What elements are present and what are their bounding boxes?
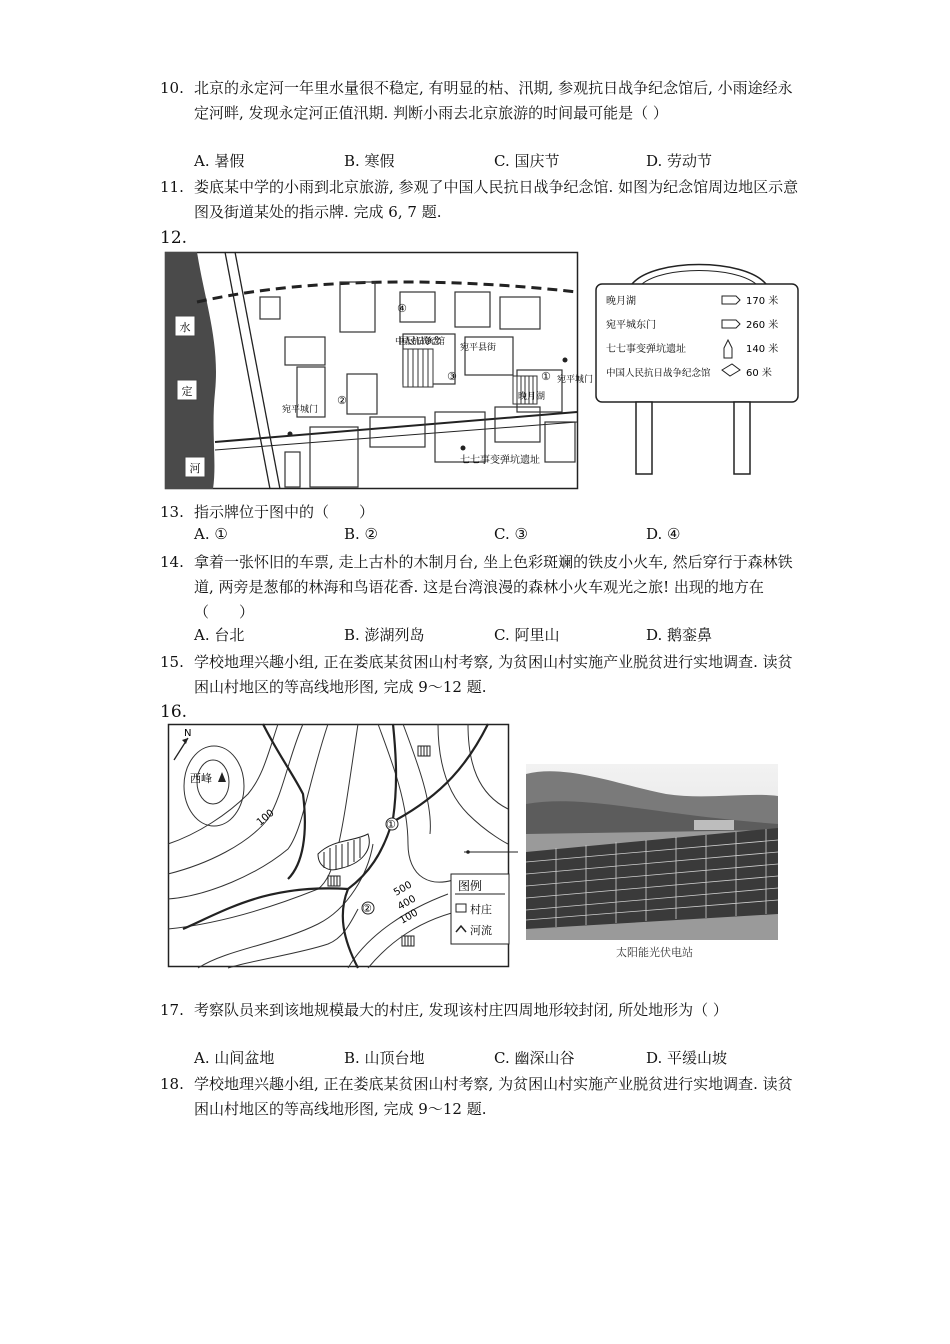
question-text: 学校地理兴趣小组, 正在娄底某贫困山村考察, 为贫困山村实施产业脱贫进行实地调查. 读贫困山村地区的等高线地形图, 完成 9～12 题.: [194, 653, 793, 696]
legend-river-label: 河流: [470, 924, 492, 937]
option-c[interactable]: C. ③: [494, 525, 528, 543]
peak-label: 西峰: [190, 772, 212, 785]
question-number: 17.: [160, 1001, 184, 1019]
west-gate-label: 宛平城门: [282, 405, 319, 415]
question-15: [160, 650, 800, 700]
contour-map: [168, 724, 510, 968]
option-b[interactable]: B. ②: [344, 525, 379, 543]
signboard-figure: [594, 256, 802, 478]
question-text: 考察队员来到该地规模最大的村庄, 发现该村庄四周地形较封闭, 所处地形为（ ）: [194, 1001, 728, 1019]
option-b[interactable]: B. 澎湖列岛: [344, 626, 425, 644]
option-a[interactable]: A. 山间盆地: [194, 1049, 275, 1067]
option-d[interactable]: D. ④: [646, 525, 681, 543]
question-17: [160, 998, 800, 1023]
question-text: 娄底某中学的小雨到北京旅游, 参观了中国人民抗日战争纪念馆. 如图为纪念馆周边地区示意图及街道某处的指示牌. 完成 6, 7 题.: [194, 178, 799, 221]
options-14: [194, 624, 814, 649]
option-d[interactable]: D. 劳动节: [646, 152, 713, 170]
question-text: 北京的永定河一年里水量很不稳定, 有明显的枯、汛期, 参观抗日战争纪念馆后, 小雨途经永定河畔, 发现永定河正值汛期. 判断小雨去北京旅游的时间最可能是（ ）: [194, 79, 793, 122]
moon-lake-label: 晚月湖: [518, 392, 546, 402]
question-number: 11.: [160, 178, 184, 196]
question-number: 15.: [160, 653, 184, 671]
option-a[interactable]: A. 暑假: [194, 152, 245, 170]
question-number: 13.: [160, 503, 184, 521]
sign-row-4-dist: 60 米: [746, 368, 772, 379]
museum-label: 中国人民抗日战争纪念馆: [395, 337, 445, 347]
question-number: 10.: [160, 79, 184, 97]
question-10: [160, 76, 800, 126]
option-b[interactable]: B. 山顶台地: [344, 1049, 425, 1067]
option-d[interactable]: D. 鹅銮鼻: [646, 626, 713, 644]
question-13: [160, 500, 800, 525]
legend-title: 图例: [458, 879, 483, 893]
east-gate-label: 宛平城门: [557, 375, 594, 385]
question-text: 学校地理兴趣小组, 正在娄底某贫困山村考察, 为贫困山村实施产业脱贫进行实地调查. 读贫困山村地区的等高线地形图, 完成 9～12 题.: [194, 1075, 793, 1118]
sign-row-1-name: 晚月湖: [606, 296, 636, 307]
option-d[interactable]: D. 平缓山坡: [646, 1049, 728, 1067]
museum-area-map: [165, 252, 594, 490]
street-label: 宛平县街: [460, 343, 497, 353]
question-number: 16.: [160, 702, 188, 722]
river-label-3: 河: [189, 462, 201, 475]
river-label-1: 水: [179, 321, 191, 334]
sign-row-3-name: 七七事变弹坑遗址: [606, 344, 686, 355]
options-10: [194, 150, 814, 175]
contour-label-1: 100: [254, 807, 277, 829]
sign-row-2-name: 宛平城东门: [606, 320, 656, 331]
sign-row-2-dist: 260 米: [746, 320, 779, 331]
sign-row-4-name: 中国人民抗日战争纪念馆: [606, 368, 711, 379]
question-11: [160, 175, 800, 225]
svg-text:N: N: [184, 728, 192, 739]
question-text: 拿着一张怀旧的车票, 走上古朴的木制月台, 坐上色彩斑斓的铁皮小火车, 然后穿行于森林铁道, 两旁是葱郁的林海和鸟语花香. 这是台湾浪漫的森林小火车观光之旅! 出现的地方在（ ）: [194, 553, 793, 621]
legend-village-label: 村庄: [470, 903, 492, 916]
question-14: [160, 550, 800, 625]
marker-1: ①: [541, 370, 551, 383]
option-c[interactable]: C. 幽深山谷: [494, 1049, 575, 1067]
option-b[interactable]: B. 寒假: [344, 152, 395, 170]
question-number: 18.: [160, 1075, 184, 1093]
contour-label-4: 100: [398, 907, 421, 927]
question-text: 指示牌位于图中的（ ）: [194, 503, 375, 521]
crater-site-label: 七七事变弹坑遗址: [460, 455, 540, 466]
option-c[interactable]: C. 阿里山: [494, 626, 560, 644]
options-17: [194, 1047, 814, 1072]
contour-label-2: 500: [392, 879, 415, 899]
contour-label-3: 400: [396, 893, 419, 913]
option-a[interactable]: A. 台北: [194, 626, 245, 644]
sign-row-3-dist: 140 米: [746, 344, 779, 355]
photo-caption: 太阳能光伏电站: [616, 946, 693, 959]
option-a[interactable]: A. ①: [194, 525, 228, 543]
solar-station-photo: [526, 764, 778, 964]
marker-4: ④: [397, 302, 407, 315]
river-label-2: 定: [181, 385, 193, 398]
sign-row-1-dist: 170 米: [746, 296, 779, 307]
question-number: 14.: [160, 553, 184, 571]
marker-2: ②: [337, 394, 347, 407]
marker-2: ②: [362, 902, 372, 915]
question-18: [160, 1072, 800, 1122]
options-13: [194, 525, 814, 550]
question-number: 12.: [160, 228, 188, 248]
option-c[interactable]: C. 国庆节: [494, 152, 560, 170]
marker-3: ③: [447, 370, 457, 383]
marker-1: ①: [386, 818, 396, 831]
